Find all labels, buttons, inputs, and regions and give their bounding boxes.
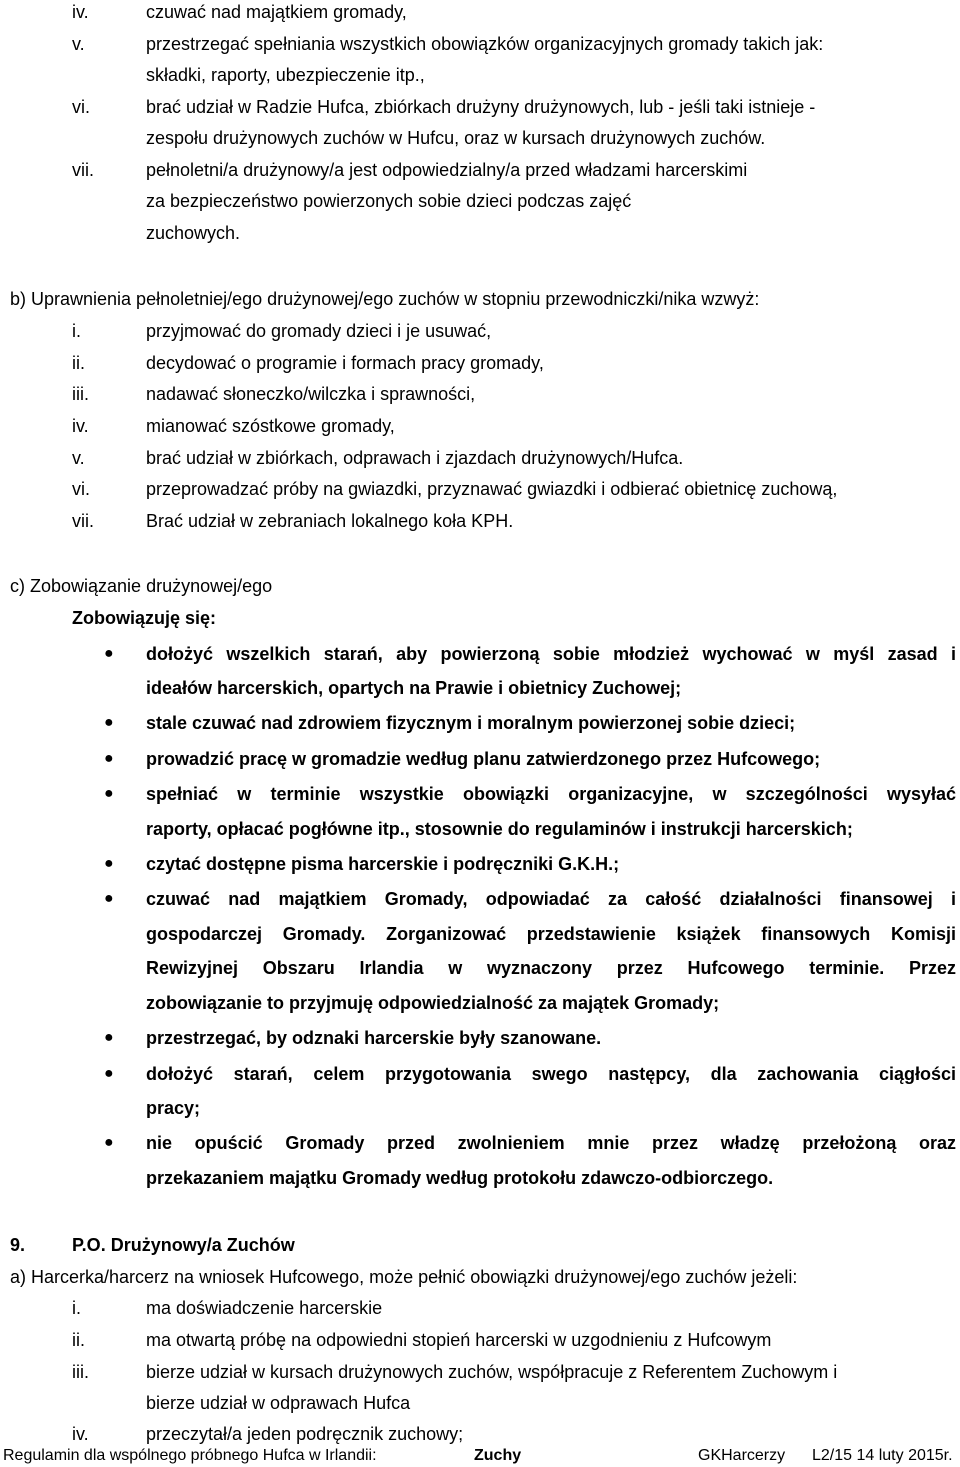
item-text: bierze udział w kursach drużynowych zuchów, współpracuje z Referentem Zuchowym i — [146, 1362, 838, 1382]
heading-text: b) Uprawnienia pełnoletniej/ego drużynowej/ego zuchów w stopniu przewodniczki/nika wzwyż: — [10, 289, 760, 309]
bullet-icon: ● — [104, 1134, 114, 1151]
bullet-text: przestrzegać, by odznaki harcerskie były szanowane. — [146, 1028, 602, 1048]
item-number: iv. — [72, 416, 89, 436]
section-number: 9. — [10, 1235, 26, 1255]
bullet-text: prowadzić pracę w gromadzie według planu zatwierdzonego przez Hufcowego; — [146, 749, 821, 769]
bullet-text: czytać dostępne pisma harcerskie i podręczniki G.K.H.; — [146, 854, 620, 874]
item-number: ii. — [72, 353, 85, 373]
bullet-icon: ● — [104, 714, 114, 731]
section-title: P.O. Drużynowy/a Zuchów — [72, 1235, 295, 1255]
item-text: za bezpieczeństwo powierzonych sobie dzieci podczas zajęć — [146, 191, 632, 211]
bullet-icon: ● — [104, 890, 114, 907]
item-text: nadawać słoneczko/wilczka i sprawności, — [146, 384, 476, 404]
item-text: zespołu drużynowych zuchów w Hufcu, oraz w kursach drużynowych zuchów. — [146, 128, 766, 148]
item-number: iii. — [72, 1362, 89, 1382]
bullet-text: stale czuwać nad zdrowiem fizycznym i moralnym powierzonej sobie dzieci; — [146, 713, 796, 733]
footer-left: Regulamin dla wspólnego próbnego Hufca w Irlandii: — [3, 1447, 377, 1464]
item-number: v. — [72, 448, 85, 468]
item-number: i. — [72, 321, 81, 341]
item-number: vi. — [72, 97, 90, 117]
bullet-icon: ● — [104, 855, 114, 872]
bullet-text: raporty, opłacać pogłówne itp., stosownie do regulaminów i instrukcji harcerskich; — [146, 819, 853, 839]
item-text: Brać udział w zebraniach lokalnego koła KPH. — [146, 511, 514, 531]
item-text: ma otwartą próbę na odpowiedni stopień harcerski w uzgodnieniu z Hufcowym — [146, 1330, 772, 1350]
item-text: przyjmować do gromady dzieci i je usuwać, — [146, 321, 492, 341]
item-text: pełnoletni/a drużynowy/a jest odpowiedzialny/a przed władzami harcerskimi — [146, 160, 748, 180]
bullet-text: spełniać w terminie wszystkie obowiązki organizacyjne, w szczególności wysyłać — [146, 784, 956, 804]
item-number: iii. — [72, 384, 89, 404]
subheading-text: a) Harcerka/harcerz na wniosek Hufcowego, może pełnić obowiązki drużynowej/ego zuchów jeżeli: — [10, 1267, 798, 1287]
item-number: v. — [72, 34, 85, 54]
subheading-text: Zobowiązuję się: — [72, 608, 217, 628]
bullet-text: ideałów harcerskich, opartych na Prawie i obietnicy Zuchowej; — [146, 678, 682, 698]
item-number: vii. — [72, 511, 94, 531]
bullet-icon: ● — [104, 750, 114, 767]
bullet-text: dołożyć wszelkich starań, aby powierzoną sobie młodzież wychować w myśl zasad i — [146, 644, 956, 664]
item-text: przeprowadzać próby na gwiazdki, przyznawać gwiazdki i odbierać obietnicę zuchową, — [146, 479, 838, 499]
bullet-icon: ● — [104, 1029, 114, 1046]
bullet-text: gospodarczej Gromady. Zorganizować przedstawienie książek finansowych Komisji — [146, 924, 956, 944]
bullet-text: dołożyć starań, celem przygotowania swego następcy, dla zachowania ciągłości — [146, 1064, 956, 1084]
item-number: iv. — [72, 2, 89, 22]
item-number: i. — [72, 1298, 81, 1318]
bullet-text: czuwać nad majątkiem Gromady, odpowiadać za całość działalności finansowej i — [146, 889, 956, 909]
item-text: bierze udział w odprawach Hufca — [146, 1393, 411, 1413]
heading-text: c) Zobowiązanie drużynowej/ego — [10, 576, 273, 596]
bullet-icon: ● — [104, 645, 114, 662]
item-text: przestrzegać spełniania wszystkich obowiązków organizacyjnych gromady takich jak: — [146, 34, 824, 54]
item-text: zuchowych. — [146, 223, 241, 243]
item-number: vii. — [72, 160, 94, 180]
item-text: decydować o programie i formach pracy gromady, — [146, 353, 544, 373]
item-text: mianować szóstkowe gromady, — [146, 416, 395, 436]
bullet-text: zobowiązanie to przyjmuję odpowiedzialność za majątek Gromady; — [146, 993, 720, 1013]
bullet-text: Rewizyjnej Obszaru Irlandia w wyznaczony przez Hufcowego terminie. Przez — [146, 958, 956, 978]
item-text: czuwać nad majątkiem gromady, — [146, 2, 407, 22]
item-text: brać udział w Radzie Hufca, zbiórkach drużyny drużynowych, lub - jeśli taki istnieje - — [146, 97, 816, 117]
bullet-text: nie opuścić Gromady przed zwolnieniem mnie przez władzę przełożoną oraz — [146, 1133, 956, 1153]
bullet-text: pracy; — [146, 1098, 201, 1118]
item-text: przeczytał/a jeden podręcznik zuchowy; — [146, 1424, 464, 1444]
item-number: ii. — [72, 1330, 85, 1350]
bullet-icon: ● — [104, 1065, 114, 1082]
item-number: iv. — [72, 1424, 89, 1444]
item-text: brać udział w zbiórkach, odprawach i zjazdach drużynowych/Hufca. — [146, 448, 684, 468]
item-number: vi. — [72, 479, 90, 499]
bullet-text: przekazaniem majątku Gromady według protokołu zdawczo-odbiorczego. — [146, 1168, 774, 1188]
item-text: składki, raporty, ubezpieczenie itp., — [146, 65, 425, 85]
footer-middle: Zuchy — [474, 1447, 522, 1464]
footer-right: L2/15 14 luty 2015r. — [812, 1447, 953, 1464]
bullet-icon: ● — [104, 785, 114, 802]
footer-org: GKHarcerzy — [698, 1447, 786, 1464]
item-text: ma doświadczenie harcerskie — [146, 1298, 383, 1318]
